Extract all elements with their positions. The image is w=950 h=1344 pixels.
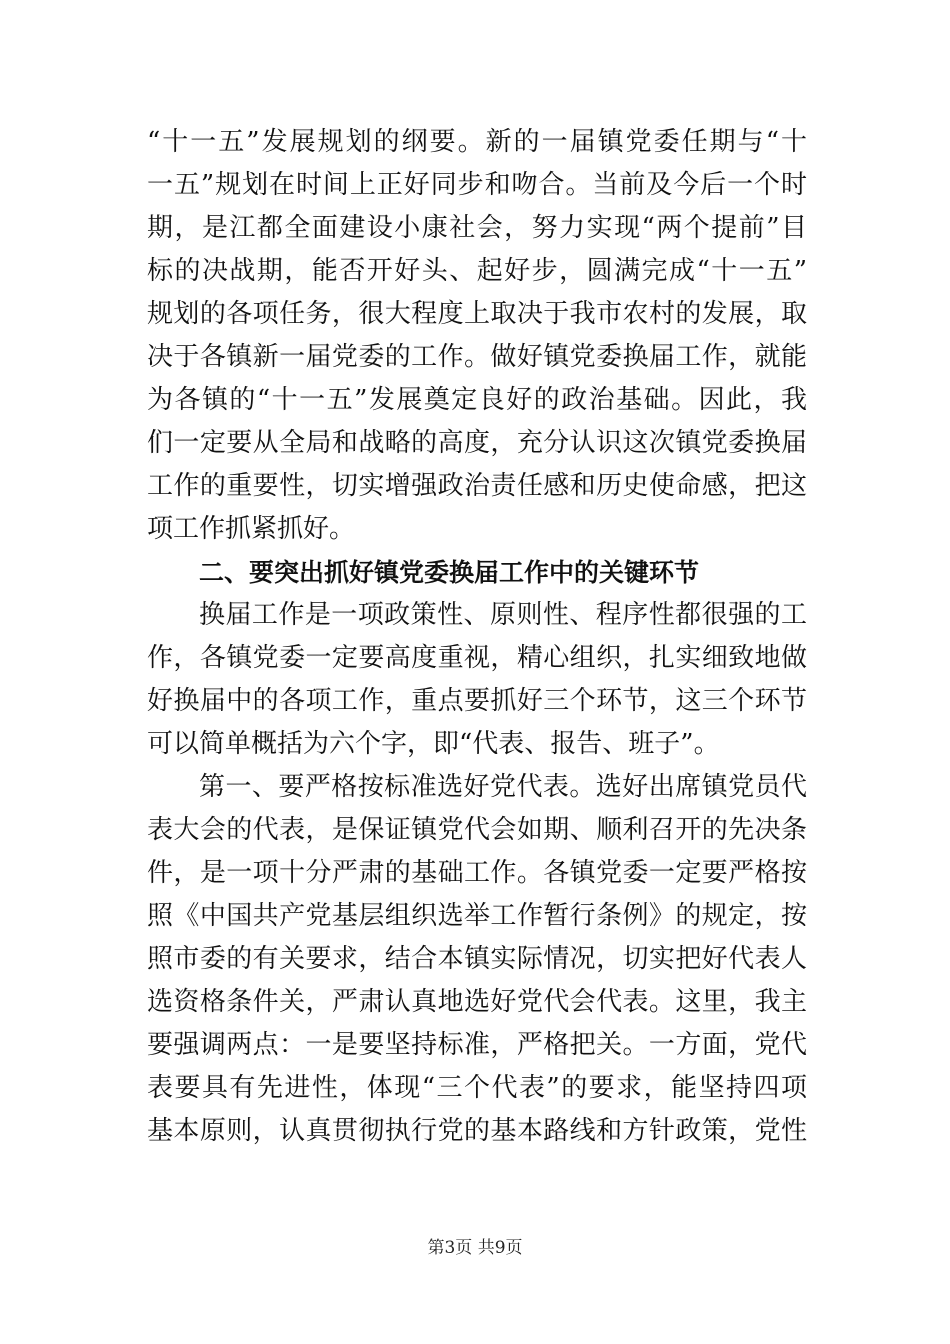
text-line: 基本原则，认真贯彻执行党的基本路线和方针政策，党性: [147, 1116, 807, 1146]
text-line: 表大会的代表，是保证镇党代会如期、顺利召开的先决条: [147, 815, 807, 845]
text-line: 照市委的有关要求，结合本镇实际情况，切实把好代表人: [147, 944, 807, 974]
text-line: 照《中国共产党基层组织选举工作暂行条例》的规定，按: [147, 901, 807, 931]
section-heading: 二、要突出抓好镇党委换届工作中的关键环节: [199, 558, 700, 587]
text-line: “十一五”发展规划的纲要。新的一届镇党委任期与“十: [147, 127, 807, 157]
text-line: 规划的各项任务，很大程度上取决于我市农村的发展，取: [147, 299, 807, 329]
text-line: 决于各镇新一届党委的工作。做好镇党委换届工作，就能: [147, 342, 807, 372]
text-line: 选资格条件关，严肃认真地选好党代会代表。这里，我主: [147, 987, 807, 1017]
text-line: 作，各镇党委一定要高度重视，精心组织，扎实细致地做: [147, 643, 807, 673]
document-body: [147, 121, 807, 1153]
text-line: 为各镇的“十一五”发展奠定良好的政治基础。因此，我: [147, 385, 807, 415]
text-line: 换届工作是一项政策性、原则性、程序性都很强的工: [199, 600, 807, 630]
text-line: 表要具有先进性，体现“三个代表”的要求，能坚持四项: [147, 1073, 807, 1103]
text-line: 标的决战期，能否开好头、起好步，圆满完成“十一五”: [147, 256, 807, 286]
text-line: 要强调两点：一是要坚持标准，严格把关。一方面，党代: [147, 1030, 807, 1060]
text-line: 好换届中的各项工作，重点要抓好三个环节，这三个环节: [147, 686, 807, 716]
text-line: 第一、要严格按标准选好党代表。选好出席镇党员代: [199, 772, 807, 802]
text-line: 期，是江都全面建设小康社会，努力实现“两个提前”目: [147, 213, 807, 243]
text-line: 们一定要从全局和战略的高度，充分认识这次镇党委换届: [147, 428, 807, 458]
text-line: 项工作抓紧抓好。: [147, 514, 356, 544]
text-line: 可以简单概括为六个字，即“代表、报告、班子”。: [147, 729, 720, 759]
text-line: 一五”规划在时间上正好同步和吻合。当前及今后一个时: [147, 170, 807, 200]
text-line: 工作的重要性，切实增强政治责任感和历史使命感，把这: [147, 471, 807, 501]
text-line: 件，是一项十分严肃的基础工作。各镇党委一定要严格按: [147, 858, 807, 888]
page-number-footer: 第3页 共9页: [427, 1238, 523, 1258]
